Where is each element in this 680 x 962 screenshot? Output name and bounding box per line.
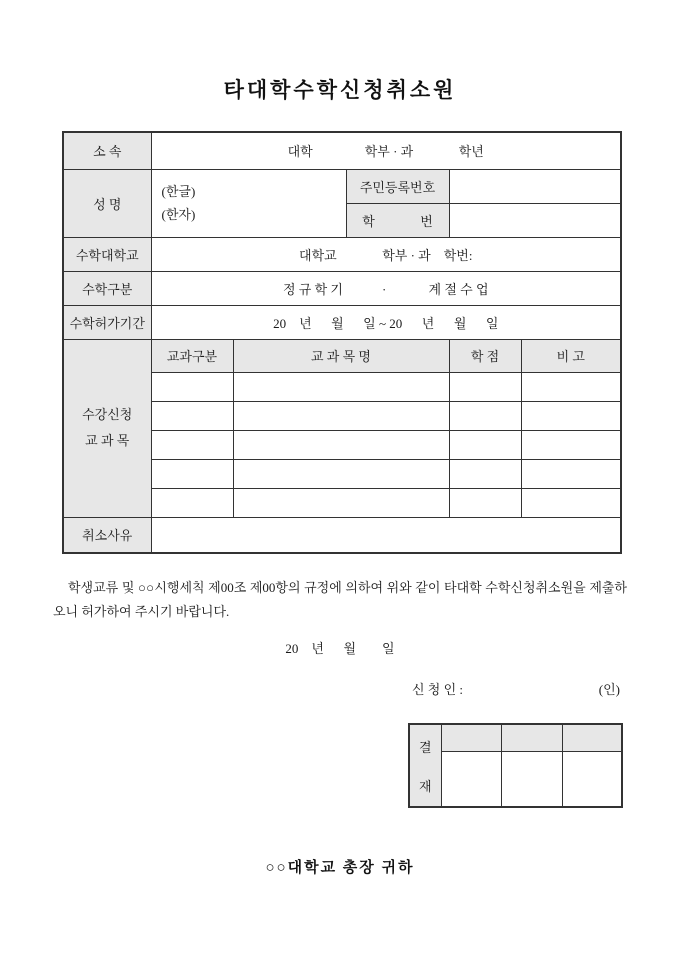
study-type-row bbox=[63, 271, 621, 305]
course-header-category: 교과구분 bbox=[151, 339, 233, 372]
approval-label-top: 결 bbox=[418, 739, 432, 755]
course-category-cell bbox=[151, 488, 233, 517]
approval-title-cell bbox=[562, 724, 622, 751]
cancel-reason-row bbox=[63, 517, 621, 553]
approval-signature-row bbox=[409, 751, 622, 807]
course-title-cell bbox=[233, 401, 449, 430]
course-category-cell bbox=[151, 459, 233, 488]
approval-signature-cell bbox=[562, 751, 622, 807]
approval-signature-cell bbox=[501, 751, 562, 807]
cancel-reason-value-cell bbox=[151, 517, 621, 553]
name-hanja-label: (한자) bbox=[161, 207, 196, 222]
course-category-cell bbox=[151, 401, 233, 430]
host-university-value-cell: 대학교 학부 · 과 학번: bbox=[151, 237, 621, 271]
name-label: 성 명 bbox=[63, 169, 151, 237]
course-section-label-line2: 교 과 목 bbox=[85, 433, 130, 448]
course-credits-cell bbox=[449, 430, 521, 459]
course-category-cell bbox=[151, 372, 233, 401]
applicant-line bbox=[412, 679, 620, 698]
course-title-cell bbox=[233, 459, 449, 488]
course-title-cell bbox=[233, 488, 449, 517]
name-row bbox=[63, 169, 621, 203]
host-university-label: 수학대학교 bbox=[63, 237, 151, 271]
affiliation-label: 소 속 bbox=[63, 132, 151, 169]
course-note-cell bbox=[521, 372, 621, 401]
approval-title-cell bbox=[441, 724, 501, 751]
date-line: 20 년 월 일 bbox=[285, 641, 395, 656]
resident-number-value-cell bbox=[449, 169, 621, 203]
approval-header-row bbox=[409, 724, 622, 751]
study-type-label: 수학구분 bbox=[63, 271, 151, 305]
course-category-cell bbox=[151, 430, 233, 459]
student-number-label: 학 번 bbox=[346, 203, 449, 237]
study-type-value-cell: 정 규 학 기 · 계 절 수 업 bbox=[151, 271, 621, 305]
course-credits-cell bbox=[449, 488, 521, 517]
approval-label-bottom: 재 bbox=[418, 778, 432, 794]
approval-signature-cell bbox=[441, 751, 501, 807]
page-title: 타대학수학신청취소원 bbox=[223, 78, 457, 102]
permitted-period-label: 수학허가기간 bbox=[63, 305, 151, 339]
host-university-row bbox=[63, 237, 621, 271]
course-title-cell bbox=[233, 430, 449, 459]
statement-paragraph: 학생교류 및 ○○시행세칙 제00조 제00항의 규정에 의하여 위와 같이 타대학 수학신청취소원을 제출하오니 허가하여 주시기 바랍니다. bbox=[53, 580, 627, 619]
seal-placeholder: (인) bbox=[598, 682, 620, 697]
resident-number-label: 주민등록번호 bbox=[346, 169, 449, 203]
course-section-label-line1: 수강신청 bbox=[82, 407, 133, 422]
course-credits-cell bbox=[449, 459, 521, 488]
name-value-cell bbox=[151, 169, 346, 237]
permitted-period-row bbox=[63, 305, 621, 339]
approval-label-cell bbox=[409, 724, 441, 807]
course-header-row bbox=[63, 339, 621, 372]
affiliation-value-cell: 대학 학부 · 과 학년 bbox=[151, 132, 621, 169]
course-note-cell bbox=[521, 459, 621, 488]
course-credits-cell bbox=[449, 401, 521, 430]
name-hangul-label: (한글) bbox=[161, 184, 196, 199]
affiliation-row bbox=[63, 132, 621, 169]
course-section-label bbox=[63, 339, 151, 517]
approval-box bbox=[408, 723, 623, 808]
course-credits-cell bbox=[449, 372, 521, 401]
student-number-value-cell bbox=[449, 203, 621, 237]
addressee-line: ○○대학교 총장 귀하 bbox=[265, 860, 415, 876]
application-form-table bbox=[62, 131, 622, 554]
course-note-cell bbox=[521, 488, 621, 517]
course-header-credits: 학 점 bbox=[449, 339, 521, 372]
course-note-cell bbox=[521, 401, 621, 430]
course-header-title: 교 과 목 명 bbox=[233, 339, 449, 372]
cancel-reason-label: 취소사유 bbox=[63, 517, 151, 553]
course-header-note: 비 고 bbox=[521, 339, 621, 372]
applicant-label: 신 청 인 : bbox=[412, 682, 464, 697]
course-title-cell bbox=[233, 372, 449, 401]
course-note-cell bbox=[521, 430, 621, 459]
approval-title-cell bbox=[501, 724, 562, 751]
permitted-period-value-cell: 20 년 월 일 ~ 20 년 월 일 bbox=[151, 305, 621, 339]
